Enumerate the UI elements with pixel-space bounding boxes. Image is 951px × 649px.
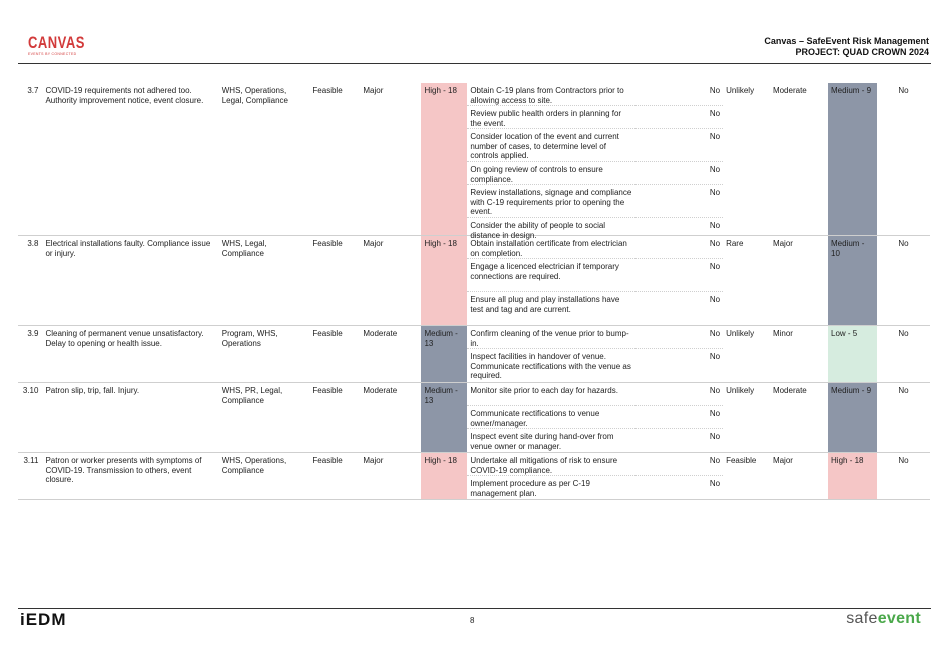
control-item: Implement procedure as per C-19 management plan.: [470, 479, 590, 498]
risk-likelihood: Feasible: [312, 86, 343, 95]
residual-consequence: Major: [770, 236, 828, 326]
residual-consequence: Moderate: [770, 383, 828, 453]
residual-rating: Medium - 10: [828, 236, 877, 326]
control-implemented: No: [635, 129, 723, 162]
risk-control-status: [635, 236, 723, 326]
risk-control-status: [635, 83, 723, 236]
control-implemented: No: [635, 185, 723, 218]
risk-areas: Program, WHS, Operations: [219, 326, 310, 383]
control-implemented: No: [709, 479, 721, 488]
canvas-logo-text: CANVAS: [28, 33, 85, 52]
risk-control-status: [635, 453, 723, 500]
risk-description: Cleaning of permanent venue unsatisfactory. Delay to opening or health issue.: [42, 326, 218, 383]
risk-table: [18, 83, 930, 500]
residual-consequence: Minor: [770, 326, 828, 383]
residual-likelihood: Unlikely: [726, 86, 755, 95]
risk-control-status: [635, 326, 723, 383]
control-implemented: No: [709, 432, 721, 441]
control-implemented: No: [635, 453, 723, 476]
control-implemented: No: [635, 259, 723, 292]
risk-accepted: No: [877, 383, 930, 453]
risk-consequence: Major: [360, 453, 421, 500]
risk-controls: [467, 383, 635, 453]
control-item: Consider location of the event and current number of cases, to determine level of controls applied.: [467, 129, 635, 162]
risk-controls: [467, 326, 635, 383]
risk-id: 3.7: [27, 86, 39, 95]
risk-consequence: Moderate: [360, 383, 421, 453]
risk-rating: Medium - 13: [421, 383, 467, 453]
control-implemented: No: [709, 221, 721, 230]
risk-accepted: No: [877, 453, 930, 500]
risk-areas: WHS, Operations, Compliance: [219, 453, 310, 500]
risk-rating: High - 18: [421, 453, 467, 500]
risk-description: Electrical installations faulty. Compliance issue or injury.: [42, 236, 218, 326]
residual-consequence: Moderate: [772, 86, 807, 95]
control-item: Inspect facilities in handover of venue. Communicate rectifications with the venue as required.: [470, 352, 631, 380]
residual-rating: Medium - 9: [828, 383, 877, 453]
risk-row: [18, 236, 930, 326]
control-item: Obtain installation certificate from electrician on completion.: [467, 236, 635, 259]
control-item: Consider the ability of people to social distance in design.: [470, 221, 606, 240]
control-implemented: No: [635, 406, 723, 429]
risk-id: 3.11: [18, 453, 42, 500]
control-item: Review public health orders in planning for the event.: [467, 106, 635, 129]
control-item: Review installations, signage and compliance with C-19 requirements prior to opening the event.: [467, 185, 635, 218]
risk-consequence: Major: [360, 236, 421, 326]
risk-likelihood: Feasible: [309, 326, 360, 383]
risk-id: 3.10: [18, 383, 42, 453]
page-number: 8: [470, 616, 475, 625]
control-item: Ensure all plug and play installations have test and tag and are current.: [470, 295, 620, 314]
residual-likelihood: Unlikely: [723, 383, 770, 453]
header-divider: [18, 63, 931, 64]
control-implemented: No: [635, 236, 723, 259]
risk-likelihood: Feasible: [309, 236, 360, 326]
safeevent-logo-event: event: [877, 610, 921, 627]
residual-likelihood: Feasible: [723, 453, 770, 500]
canvas-logo: [28, 33, 85, 56]
risk-rating: Medium - 13: [421, 326, 467, 383]
risk-id: 3.9: [18, 326, 42, 383]
control-implemented: No: [709, 295, 721, 304]
residual-rating: Low - 5: [828, 326, 877, 383]
risk-control-status: [635, 383, 723, 453]
risk-rating: High - 18: [421, 236, 467, 326]
risk-controls: [467, 83, 635, 240]
risk-row: [18, 453, 930, 500]
risk-id: 3.8: [18, 236, 42, 326]
safeevent-logo-safe: safe: [846, 610, 878, 627]
control-item: Monitor site prior to each day for hazards.: [467, 383, 635, 406]
control-item: Confirm cleaning of the venue prior to bump-in.: [467, 326, 635, 349]
risk-controls: [467, 453, 635, 500]
risk-description: Patron or worker presents with symptoms of COVID-19. Transmission to others, event closure.: [42, 453, 218, 500]
risk-row: [18, 83, 930, 236]
residual-consequence: Major: [770, 453, 828, 500]
control-item: Communicate rectifications to venue owner/manager.: [467, 406, 635, 429]
risk-accepted: No: [877, 326, 930, 383]
control-item: Engage a licenced electrician if temporary connections are required.: [467, 259, 635, 292]
control-implemented: No: [635, 162, 723, 185]
residual-likelihood: Rare: [723, 236, 770, 326]
control-item: On going review of controls to ensure compliance.: [467, 162, 635, 185]
document-header: [764, 36, 929, 58]
risk-likelihood: Feasible: [309, 383, 360, 453]
control-implemented: No: [635, 326, 723, 349]
risk-row: [18, 326, 930, 383]
footer-divider: [18, 608, 931, 609]
control-item: Obtain C-19 plans from Contractors prior to allowing access to site.: [467, 83, 635, 106]
project-name: PROJECT: QUAD CROWN 2024: [795, 47, 929, 57]
risk-description: Patron slip, trip, fall. Injury.: [42, 383, 218, 453]
control-implemented: No: [635, 83, 723, 106]
residual-likelihood: Unlikely: [723, 326, 770, 383]
risk-consequence: Major: [363, 86, 384, 95]
control-implemented: No: [709, 352, 721, 361]
residual-rating: Medium - 9: [828, 83, 877, 236]
document-title: Canvas – SafeEvent Risk Management: [764, 36, 929, 46]
control-implemented: No: [635, 106, 723, 129]
risk-row: [18, 383, 930, 453]
risk-likelihood: Feasible: [309, 453, 360, 500]
control-item: Undertake all mitigations of risk to ensure COVID-19 compliance.: [467, 453, 635, 476]
risk-controls: [467, 236, 635, 326]
control-item: Inspect event site during hand-over from venue owner or manager.: [470, 432, 614, 451]
iedm-logo: iEDM: [20, 610, 67, 629]
risk-accepted: No: [877, 236, 930, 326]
safeevent-logo: [846, 610, 921, 628]
risk-areas: WHS, Legal, Compliance: [219, 236, 310, 326]
risk-areas: WHS, PR, Legal, Compliance: [219, 383, 310, 453]
risk-consequence: Moderate: [360, 326, 421, 383]
control-implemented: No: [635, 383, 723, 406]
risk-accepted: No: [898, 86, 909, 95]
risk-areas: WHS, Operations, Legal, Compliance: [221, 86, 288, 105]
canvas-logo-tagline: EVENTS BY CONNECTED: [28, 52, 77, 56]
risk-rating: High - 18: [421, 83, 467, 236]
residual-rating: High - 18: [828, 453, 877, 500]
risk-description: COVID-19 requirements not adhered too. Authority improvement notice, event closure.: [45, 86, 204, 105]
